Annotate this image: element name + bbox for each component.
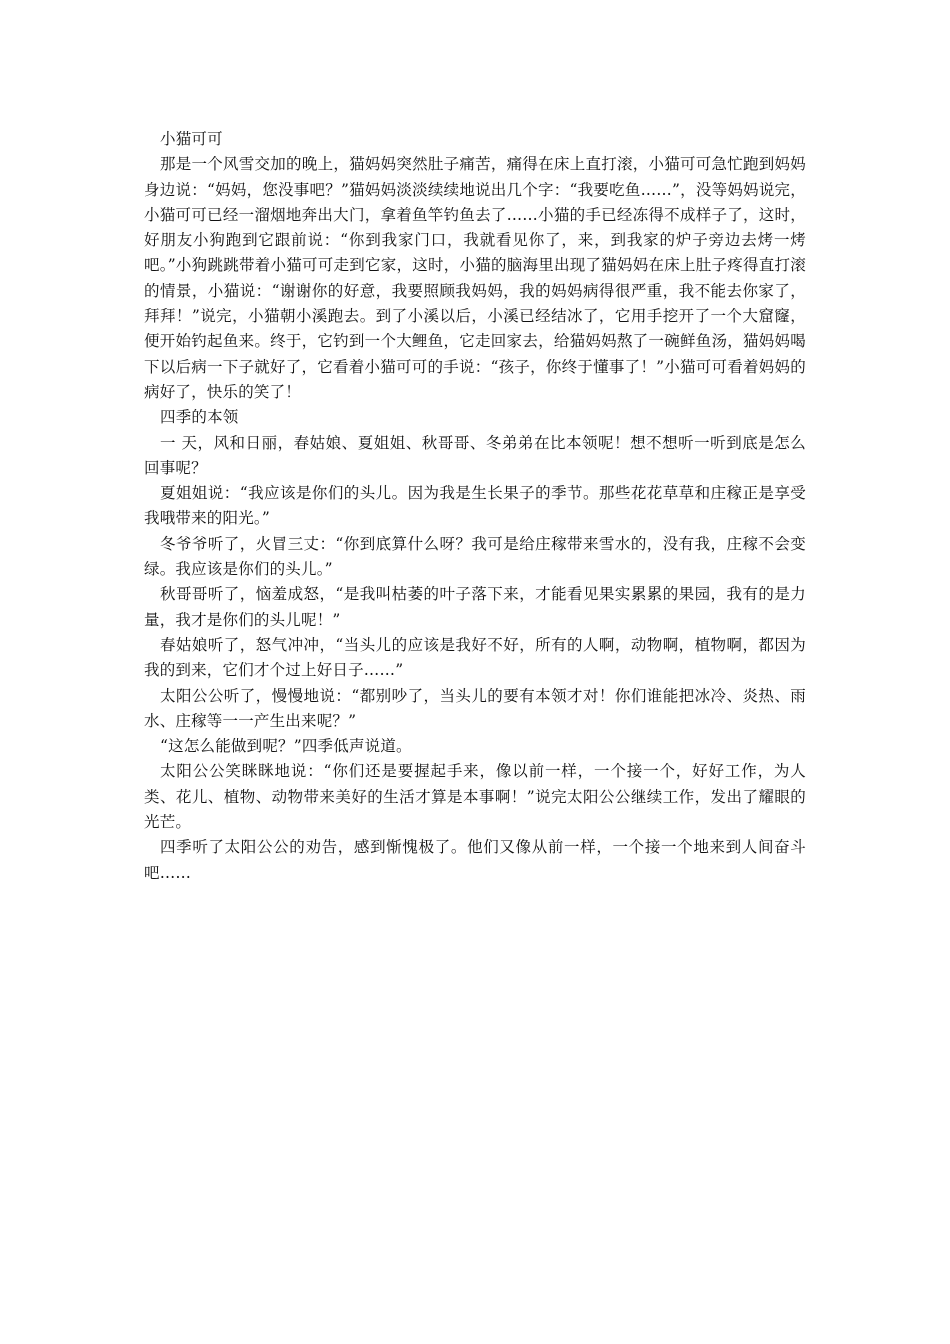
story-paragraph: 冬爷爷听了，火冒三丈：“你到底算什么呀？我可是给庄稼带来雪水的，没有我，庄稼不会变绿。我应该是你们的头儿。” (144, 534, 806, 579)
story-paragraph: 一 天，风和日丽，春姑娘、夏姐姐、秋哥哥、冬弟弟在比本领呢！想不想听一听到底是怎么回事呢？ (144, 433, 806, 477)
story-paragraph: 秋哥哥听了，恼羞成怒，“是我叫枯萎的叶子落下来，才能看见果实累累的果园，我有的是力量，我才是你们的头儿呢！” (144, 585, 806, 629)
story-paragraph: “这怎么能做到呢？”四季低声说道。 (160, 737, 412, 756)
story-paragraph: 那是一个风雪交加的晚上，猫妈妈突然肚子痛苦，痛得在床上直打滚，小猫可可急忙跑到妈妈身边说：“妈妈，您没事吧？”猫妈妈淡淡续续地说出几个字：“我要吃鱼……”，没等妈妈说完，小猫可可已经一溜烟地奔出大门，拿着鱼竿钓鱼去了……小猫的手已经冻得不成样子了，这时，好朋友小狗跑到它跟前说：“你到我家门口，我就看见你了，来，到我家的炉子旁边去烤一烤吧。”小狗跳跳带着小猫可可走到它家，这时，小猫的脑海里出现了猫妈妈在床上肚子疼得直打滚的情景，小猫说：“谢谢你的好意，我要照顾我妈妈，我的妈妈病得很严重，我不能去你家了，拜拜！”说完，小猫朝小溪跑去。到了小溪以后，小溪已经结冰了，它用手挖开了一个大窟窿，便开始钓起鱼来。终于，它钓到一个大鲤鱼，它走回家去，给猫妈妈熬了一碗鲜鱼汤，猫妈妈喝下以后病一下子就好了，它看着小猫可可的手说：“孩子，你终于懂事了！”小猫可可看着妈妈的病好了，快乐的笑了！ (144, 155, 806, 401)
story-paragraph: 夏姐姐说：“我应该是你们的头儿。因为我是生长果子的季节。那些花花草草和庄稼正是享受我哦带来的阳光。” (144, 484, 806, 528)
story-title: 小猫可可 (160, 130, 223, 148)
story-title: 四季的本领 (160, 408, 239, 427)
document-body (144, 127, 806, 886)
story-paragraph: 四季听了太阳公公的劝告，感到惭愧极了。他们又像从前一样，一个接一个地来到人间奋斗吧…… (144, 838, 806, 882)
story-paragraph: 太阳公公笑眯眯地说：“你们还是要握起手来，像以前一样，一个接一个，好好工作，为人类、花儿、植物、动物带来美好的生活才算是本事啊！”说完太阳公公继续工作，发出了耀眼的光芒。 (144, 762, 806, 832)
story-paragraph: 春姑娘听了，怒气冲冲，“当头儿的应该是我好不好，所有的人啊，动物啊，植物啊，都因为我的到来，它们才个过上好日子……” (144, 635, 806, 680)
story-paragraph: 太阳公公听了，慢慢地说：“都别吵了，当头儿的要有本领才对！你们谁能把冰冷、炎热、雨水、庄稼等一一产生出来呢？” (144, 686, 806, 730)
